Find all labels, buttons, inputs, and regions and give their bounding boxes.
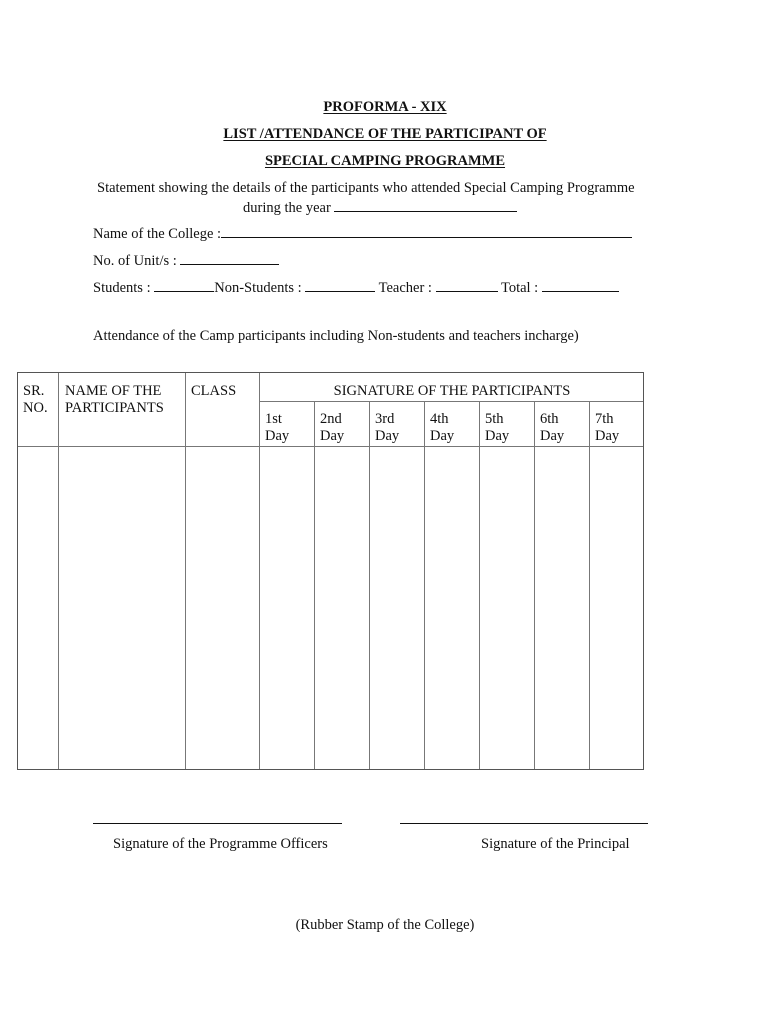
counts-field bbox=[93, 278, 619, 297]
units-field bbox=[93, 251, 279, 270]
table-body-blank-area[interactable] bbox=[18, 447, 643, 769]
col-name-header bbox=[65, 383, 164, 417]
day-1-header bbox=[265, 411, 289, 445]
non-students-blank[interactable] bbox=[305, 278, 375, 292]
day-3-header bbox=[375, 411, 399, 445]
title-line-1: LIST /ATTENDANCE OF THE PARTICIPANT OF bbox=[223, 126, 547, 142]
students-blank[interactable] bbox=[154, 278, 214, 292]
statement-line-1: Statement showing the details of the participants who attended Special Camping Programme bbox=[97, 180, 635, 196]
programme-officers-signature-label: Signature of the Programme Officers bbox=[113, 836, 328, 852]
day-5-unit: Day bbox=[485, 428, 510, 444]
day-6-ordinal: 6th bbox=[540, 411, 559, 427]
units-blank[interactable] bbox=[180, 251, 279, 265]
principal-signature-label: Signature of the Principal bbox=[481, 836, 630, 852]
day-2-header bbox=[320, 411, 344, 445]
col-sr-header bbox=[23, 383, 48, 417]
statement-line-2 bbox=[243, 198, 517, 217]
college-blank[interactable] bbox=[221, 224, 632, 238]
attendance-table bbox=[17, 372, 644, 770]
day-3-unit: Day bbox=[375, 428, 400, 444]
day-5-header bbox=[485, 411, 509, 445]
day-2-unit: Day bbox=[320, 428, 345, 444]
day-6-header bbox=[540, 411, 564, 445]
title-line-2: SPECIAL CAMPING PROGRAMME bbox=[264, 153, 506, 169]
col-sr-line-2: NO. bbox=[23, 400, 48, 416]
proforma-heading: PROFORMA - XIX bbox=[323, 99, 447, 115]
day-5-ordinal: 5th bbox=[485, 411, 504, 427]
college-field bbox=[93, 224, 632, 243]
total-blank[interactable] bbox=[542, 278, 619, 292]
units-label: No. of Unit/s : bbox=[93, 253, 177, 269]
col-sr-line-1: SR. bbox=[23, 383, 45, 399]
rubber-stamp-label: (Rubber Stamp of the College) bbox=[295, 917, 475, 933]
signature-subheader-divider bbox=[259, 401, 643, 402]
students-label: Students : bbox=[93, 280, 151, 296]
statement-line-2-text: during the year bbox=[243, 200, 331, 216]
day-4-ordinal: 4th bbox=[430, 411, 449, 427]
teacher-label: Teacher : bbox=[378, 280, 432, 296]
programme-officers-signature-line[interactable] bbox=[93, 823, 342, 824]
day-1-ordinal: 1st bbox=[265, 411, 282, 427]
col-name-line-1: NAME OF THE bbox=[65, 383, 162, 399]
day-4-header bbox=[430, 411, 454, 445]
day-7-ordinal: 7th bbox=[595, 411, 614, 427]
day-3-ordinal: 3rd bbox=[375, 411, 395, 427]
day-7-header bbox=[595, 411, 619, 445]
college-label: Name of the College : bbox=[93, 226, 222, 242]
col-class-header: CLASS bbox=[191, 383, 237, 399]
col-signature-header: SIGNATURE OF THE PARTICIPANTS bbox=[333, 383, 571, 399]
attendance-note: Attendance of the Camp participants including Non-students and teachers incharge) bbox=[93, 328, 579, 344]
total-label: Total : bbox=[500, 280, 539, 296]
day-2-ordinal: 2nd bbox=[320, 411, 342, 427]
col-name-line-2: PARTICIPANTS bbox=[65, 400, 164, 416]
principal-signature-line[interactable] bbox=[400, 823, 648, 824]
teacher-blank[interactable] bbox=[436, 278, 498, 292]
non-students-label: Non-Students : bbox=[214, 280, 302, 296]
year-blank[interactable] bbox=[334, 198, 517, 212]
day-6-unit: Day bbox=[540, 428, 565, 444]
day-1-unit: Day bbox=[265, 428, 290, 444]
day-7-unit: Day bbox=[595, 428, 620, 444]
day-4-unit: Day bbox=[430, 428, 455, 444]
